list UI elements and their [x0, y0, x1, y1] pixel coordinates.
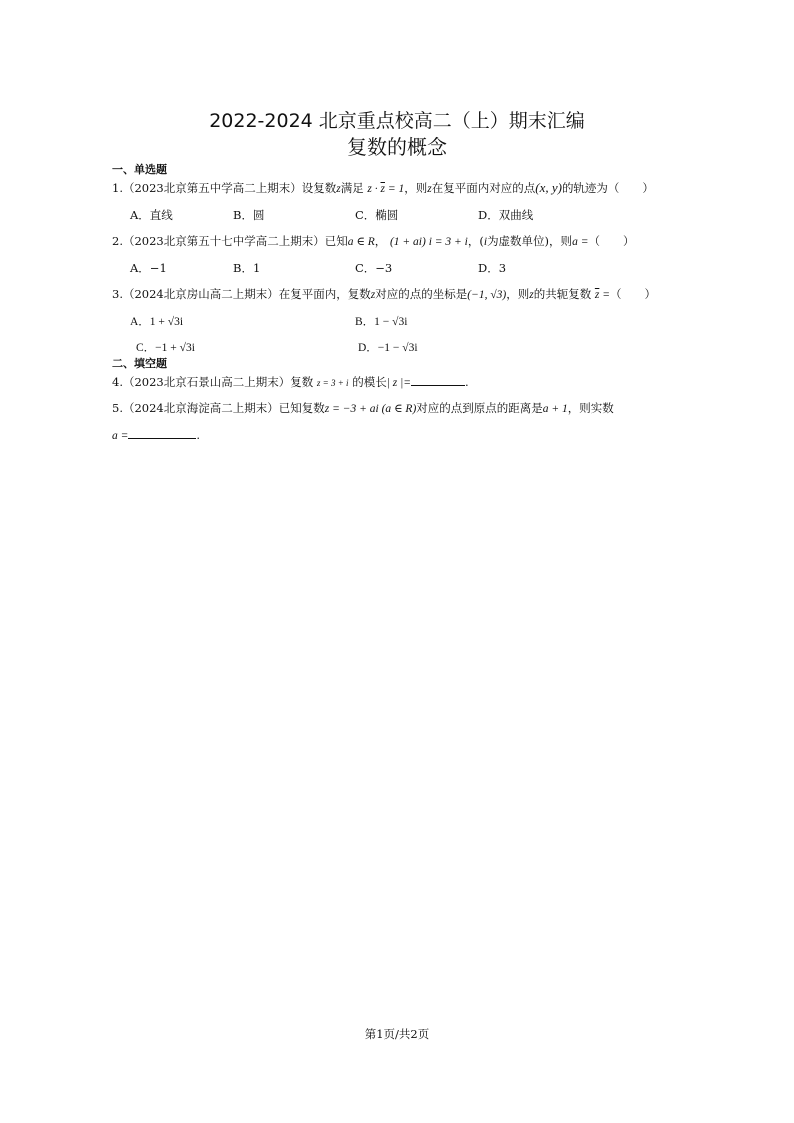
option-b[interactable]: B．1	[233, 261, 261, 275]
question-number: 4.	[112, 375, 123, 389]
question-text: 在复平面内，复数	[278, 287, 371, 301]
math-var: z	[370, 289, 376, 301]
option-b[interactable]: B．1 − √3i	[355, 316, 408, 328]
math-ask: a =	[112, 430, 129, 442]
math-var: z	[529, 289, 534, 301]
question-text: ，则实数	[567, 401, 614, 415]
option-b[interactable]: B．圆	[233, 208, 265, 222]
question-text: 设复数	[301, 181, 337, 195]
question-text: 已知复数	[278, 401, 325, 415]
math-var: z	[336, 183, 341, 195]
question-text: 的模长	[352, 375, 387, 389]
math-expression: a + 1	[542, 403, 568, 415]
question-source: （2023北京第五中学高二上期末）	[122, 181, 302, 195]
answer-blank[interactable]	[128, 426, 196, 439]
page-number: 第1页/共2页	[364, 1027, 430, 1041]
question-number: 2.	[112, 234, 123, 248]
math-modulus: | z |=	[386, 377, 412, 389]
question-text: 的共轭复数	[533, 287, 592, 301]
question-text: 为虚数单位)，则	[487, 234, 573, 248]
question-text: 复数	[290, 375, 314, 389]
math-ask: $\overline{z}$ =	[594, 289, 610, 301]
math-var: z	[427, 183, 432, 195]
question-number: 5.	[112, 401, 123, 415]
question-source: （2024北京海淀高二上期末）	[122, 401, 279, 415]
math-ask: a =	[572, 236, 589, 248]
section-heading-fill-blank: 二、填空题	[112, 357, 167, 370]
question-text: 的轨迹为（ ）	[561, 181, 654, 195]
question-source: （2024北京房山高二上期末）	[122, 287, 279, 301]
option-a[interactable]: A．−1	[130, 261, 167, 275]
question-2	[112, 233, 692, 250]
question-text: 已知	[324, 234, 348, 248]
question-text: ，则	[404, 181, 428, 195]
question-number: 3.	[112, 287, 123, 301]
option-a[interactable]: A．1 + √3i	[130, 316, 184, 328]
question-3	[112, 286, 692, 303]
question-text: 满足	[340, 181, 364, 195]
math-condition: a ∈ R	[347, 236, 375, 248]
title-line-1: 2022-2024 北京重点校高二（上）期末汇编	[209, 110, 585, 132]
question-text: .	[196, 428, 201, 442]
math-expression: z = 3 + i	[316, 378, 349, 388]
section-heading-single-choice: 一、单选题	[112, 163, 167, 176]
math-equation: (1 + ai) i = 3 + i	[389, 236, 468, 248]
question-text: ，	[374, 234, 387, 248]
option-c[interactable]: C．−1 + √3i	[136, 342, 195, 354]
question-5-continued	[112, 426, 692, 444]
answer-blank[interactable]	[411, 373, 465, 386]
option-c[interactable]: C．−3	[355, 261, 393, 275]
question-5	[112, 400, 692, 417]
question-number: 1.	[112, 181, 123, 195]
math-point: (x, y)	[535, 180, 562, 195]
option-d[interactable]: D．3	[478, 261, 507, 275]
question-1	[112, 180, 692, 197]
math-coordinate: (−1, √3)	[467, 289, 507, 301]
option-a[interactable]: A．直线	[130, 208, 173, 222]
question-source: （2023北京石景山高二上期末）	[122, 375, 291, 389]
question-text: ，(	[467, 234, 484, 248]
question-text: （ ）	[609, 287, 656, 301]
title-line-2: 复数的概念	[347, 135, 447, 159]
math-var: i	[483, 236, 488, 248]
question-4	[112, 373, 692, 391]
math-condition: $z \cdot \overline{z} = 1$	[367, 183, 405, 195]
option-d[interactable]: D．−1 − √3i	[358, 342, 418, 354]
option-d[interactable]: D．双曲线	[478, 208, 534, 222]
question-text: 对应的点到原点的距离是	[416, 401, 543, 415]
question-text: 在复平面内对应的点	[431, 181, 536, 195]
option-c[interactable]: C．椭圆	[355, 208, 399, 222]
question-source: （2023北京第五十七中学高二上期末）	[122, 234, 325, 248]
question-text: 对应的点的坐标是	[375, 287, 468, 301]
question-text: ，则	[506, 287, 530, 301]
question-text: .	[465, 375, 469, 389]
math-expression: z = −3 + ai (a ∈ R)	[324, 403, 417, 415]
question-text: （ ）	[588, 234, 635, 248]
